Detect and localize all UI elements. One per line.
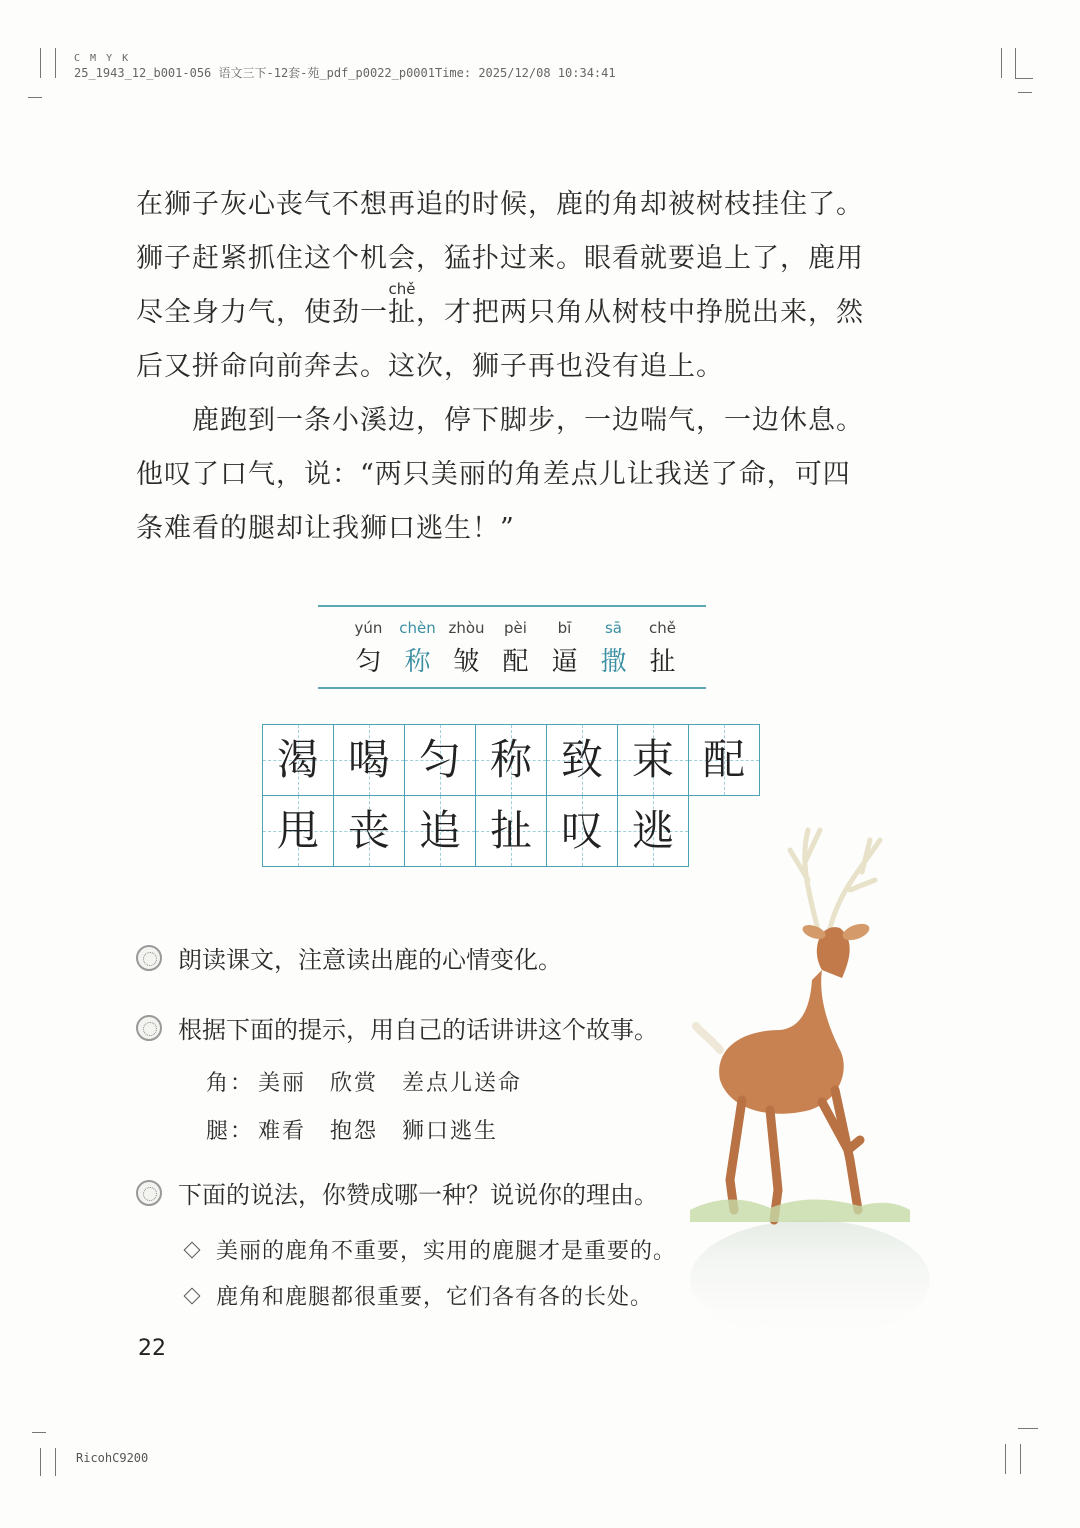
exercise-text: 下面的说法，你赞成哪一种？说说你的理由。 [178, 1181, 658, 1209]
grid-cell: 配 [688, 724, 760, 796]
exercise-badge-icon [136, 1015, 162, 1041]
grid-cell: 渴 [262, 724, 334, 796]
exercise-badge-icon [136, 1180, 162, 1206]
text-line: 后又拼命向前奔去。这次，狮子再也没有追上。 [136, 351, 724, 382]
page-number: 22 [138, 1336, 166, 1361]
text-line: 尽全身力气，使劲一 chě 扯，才把两只角从树枝中挣脱出来，然 [136, 286, 896, 340]
grid-cell: 扯 [475, 795, 547, 867]
printer-info: RicohC9200 [76, 1451, 149, 1465]
diamond-bullet-icon [184, 1241, 201, 1258]
color-marks: C M Y K [74, 53, 131, 64]
grid-cell: 叹 [546, 795, 618, 867]
exercise-3 [136, 1175, 658, 1210]
exercise-text: 根据下面的提示，用自己的话讲讲这个故事。 [178, 1016, 658, 1044]
option-2: 鹿角和鹿腿都很重要，它们各有各的长处。 [182, 1280, 653, 1311]
vocab-item: chèn 称 [399, 619, 436, 677]
exercise-text: 朗读课文，注意读出鹿的心情变化。 [178, 946, 562, 974]
ruby-annotated-char: chě 扯 [388, 286, 416, 340]
vocab-item: yún 匀 [354, 619, 383, 677]
ruby-pinyin: chě [388, 280, 416, 298]
story-paragraph-1 [136, 178, 896, 394]
grid-cell: 逃 [617, 795, 689, 867]
vocab-item: chě 扯 [649, 619, 676, 677]
text-line: 狮子赶紧抓住这个机会，猛扑过来。眼看就要追上了，鹿用 [136, 243, 864, 274]
text-line: 条难看的腿却让我狮口逃生！” [136, 513, 515, 544]
grid-cell: 追 [404, 795, 476, 867]
text-line: 他叹了口气，说：“两只美丽的角差点儿让我送了命，可四 [136, 459, 851, 490]
print-meta [74, 54, 616, 79]
grid-cell: 喝 [333, 724, 405, 796]
story-paragraph-2 [136, 394, 896, 556]
exercise-1 [136, 940, 562, 975]
text-line: 在狮子灰心丧气不想再追的时候，鹿的角却被树枝挂住了。 [136, 189, 864, 220]
pinyin-vocab-box [318, 605, 706, 689]
text-line: 鹿跑到一条小溪边，停下脚步，一边喘气，一边休息。 [192, 405, 864, 436]
vocab-item: sā 撒 [600, 619, 627, 677]
exercise-badge-icon [136, 945, 162, 971]
file-info: 25_1943_12_b001-056 语文三下-12套-苑_pdf_p0022_p0001Time: 2025/12/08 10:34:41 [74, 66, 616, 80]
hint-antlers: 角： 美丽 欣赏 差点儿送命 [206, 1071, 523, 1096]
option-1: 美丽的鹿角不重要，实用的鹿腿才是重要的。 [182, 1234, 676, 1265]
grid-cell: 匀 [404, 724, 476, 796]
diamond-bullet-icon [184, 1287, 201, 1304]
grid-cell: 丧 [333, 795, 405, 867]
deer-illustration [690, 810, 930, 1350]
grid-cell: 致 [546, 724, 618, 796]
vocab-item: pèi 配 [502, 619, 529, 677]
vocab-item: bī 逼 [551, 619, 578, 677]
grid-cell: 束 [617, 724, 689, 796]
grid-cell: 甩 [262, 795, 334, 867]
vocab-item: zhòu 皱 [448, 619, 485, 677]
grid-cell: 称 [475, 724, 547, 796]
exercise-2 [136, 1010, 658, 1045]
hint-legs: 腿： 难看 抱怨 狮口逃生 [206, 1119, 499, 1144]
